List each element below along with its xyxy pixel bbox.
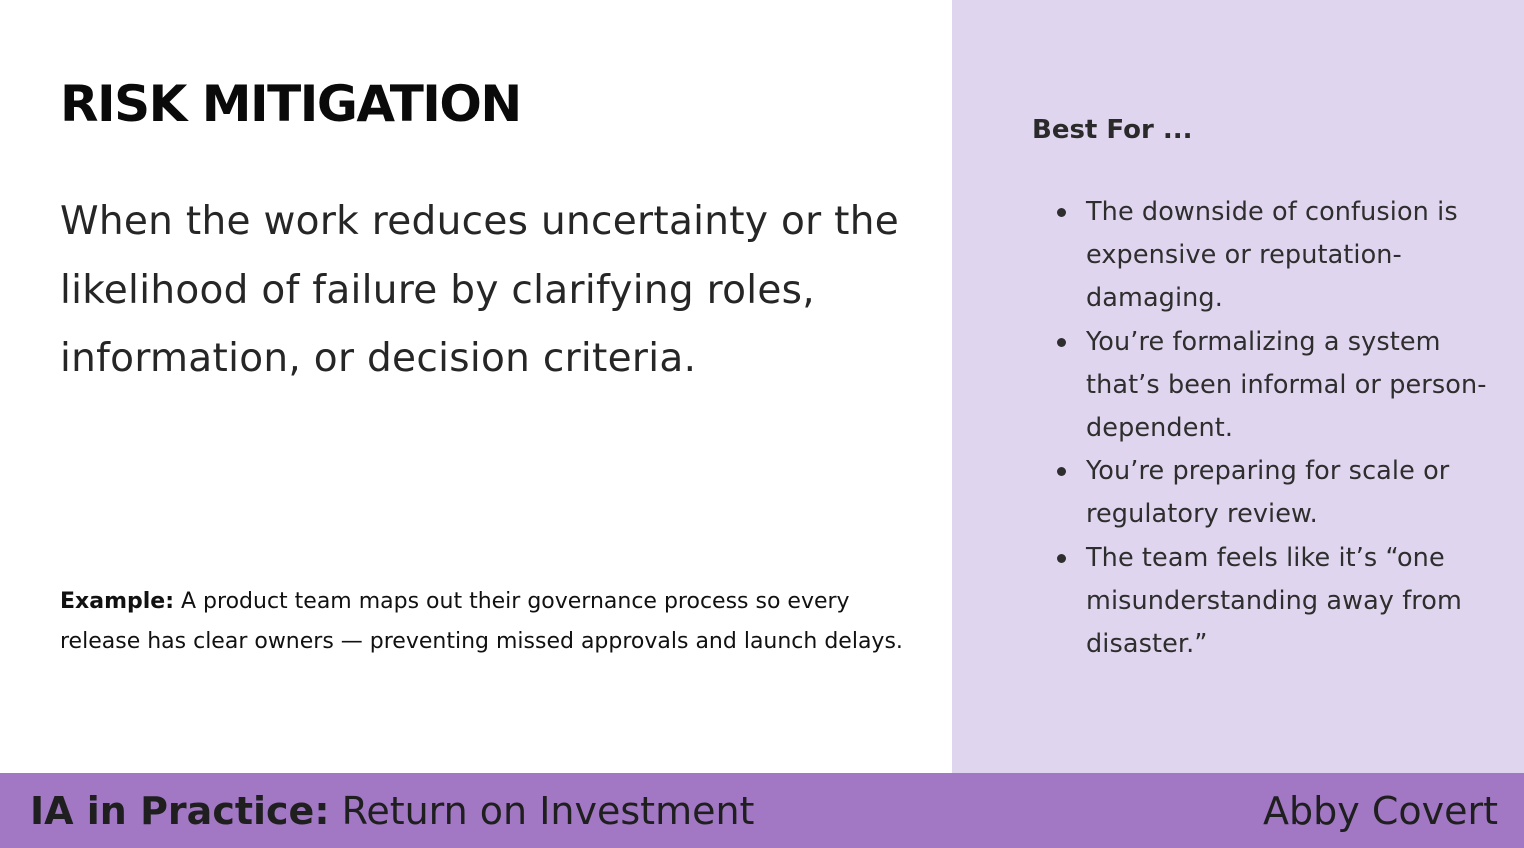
series-title: Return on Investment xyxy=(341,789,755,833)
list-item xyxy=(1086,450,1496,536)
list-item xyxy=(1086,321,1496,451)
footer-series xyxy=(30,786,754,836)
example-label: Example: xyxy=(60,589,174,614)
list-item-text: The team feels like it’s “one misunderstanding away from disaster.” xyxy=(1086,542,1462,660)
list-item xyxy=(1086,191,1496,321)
author-name: Abby Covert xyxy=(1263,789,1498,833)
list-item-text: The downside of confusion is expensive or reputation-damaging. xyxy=(1086,197,1458,314)
best-for-heading: Best For ... xyxy=(1032,115,1193,145)
list-item-text: You’re formalizing a system that’s been informal or person-dependent. xyxy=(1086,326,1487,444)
series-label: IA in Practice: xyxy=(30,789,330,833)
list-item-text: You’re preparing for scale or regulatory review. xyxy=(1086,456,1450,530)
definition-text: When the work reduces uncertainty or the likelihood of failure by clarifying roles, information, or decision criteria. xyxy=(60,199,900,381)
example-text: A product team maps out their governance process so every release has clear owners — preventing missed approvals and launch delays. xyxy=(60,589,903,654)
slide-title: RISK MITIGATION xyxy=(60,75,521,133)
list-item xyxy=(1086,537,1496,667)
bullet-icon xyxy=(1057,554,1066,563)
bullet-icon xyxy=(1057,208,1066,217)
bullet-icon xyxy=(1057,338,1066,347)
best-for-list xyxy=(1086,191,1496,666)
footer-bar xyxy=(0,773,1524,848)
example-paragraph xyxy=(60,582,932,661)
